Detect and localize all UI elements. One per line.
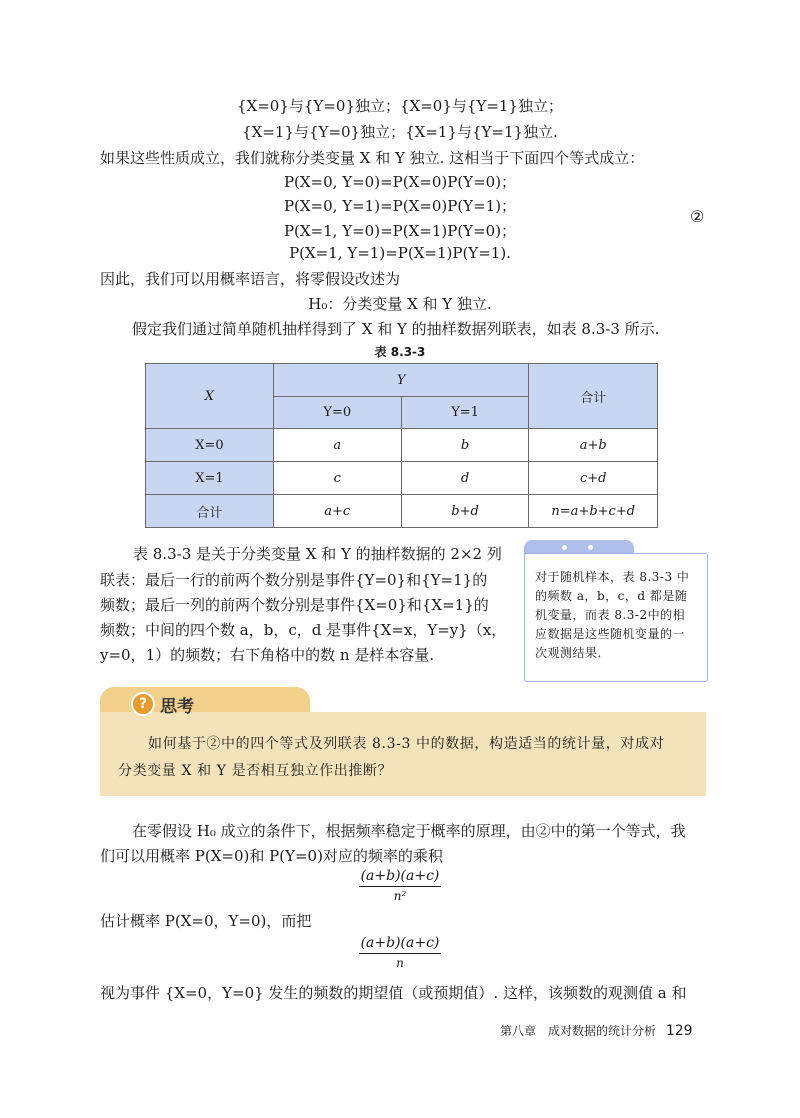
table-cell: c+d [529, 462, 658, 495]
equation-number: ② [690, 207, 705, 226]
table-cell: n=a+b+c+d [529, 495, 658, 528]
equation-4: P(X=1, Y=1)=P(X=1)P(Y=1). [289, 244, 511, 262]
page-footer [500, 1022, 693, 1039]
fraction-1 [0, 866, 800, 903]
header-x: X [146, 364, 274, 429]
side-note-text: 对于随机样本，表 8.3-3 中的频数 a，b，c，d 都是随机变量，而表 8.3-2中的相应数据是这些随机变量的一次观测结果. [535, 570, 690, 660]
table-cell: b+d [401, 495, 529, 528]
table-cell: c [273, 462, 401, 495]
row-label: X=0 [146, 429, 274, 462]
equation-1: P(X=0, Y=0)=P(X=0)P(Y=0)； [283, 173, 517, 191]
header-y: Y [273, 364, 529, 397]
contingency-table [145, 363, 658, 528]
think-title: 思考 [160, 697, 194, 717]
definition-line: 如果这些性质成立，我们就称分类变量 X 和 Y 独立. 这相当于下面四个等式成立： [100, 149, 645, 167]
think-line-2: 分类变量 X 和 Y 是否相互独立作出推断？ [118, 763, 393, 779]
null-hypothesis: H₀：分类变量 X 和 Y 独立. [308, 295, 492, 313]
body-line: 在零假设 H₀ 成立的条件下，根据频率稳定于概率的原理，由②中的第一个等式，我 [132, 822, 686, 840]
table-cell: a [273, 429, 401, 462]
body-line: 们可以用概率 P(X=0)和 P(Y=0)对应的频率的乘积 [100, 847, 443, 865]
think-box [100, 712, 706, 796]
fraction-2-denominator: n [396, 956, 404, 970]
paragraph-line: 频数；最后一列的前两个数分别是事件{X=0}和{X=1}的 [100, 596, 489, 614]
think-line-1: 如何基于②中的四个等式及列联表 8.3-3 中的数据，构造适当的统计量，对成对 [148, 736, 665, 752]
table-cell: d [401, 462, 529, 495]
body-line: 估计概率 P(X=0，Y=0)，而把 [100, 912, 312, 930]
equation-2: P(X=0, Y=1)=P(X=0)P(Y=1)； [283, 197, 517, 215]
paragraph-line: 频数；中间的四个数 a，b，c，d 是事件{X=x，Y=y}（x， [100, 621, 507, 639]
fraction-1-numerator: (a+b)(a+c) [359, 868, 442, 887]
row-label: X=1 [146, 462, 274, 495]
table-title: 表 8.3-3 [374, 345, 426, 359]
independence-line-2: {X=1}与{Y=0}独立；{X=1}与{Y=1}独立. [242, 123, 558, 141]
table-cell: a+c [273, 495, 401, 528]
fraction-2 [0, 933, 800, 970]
row-label: 合计 [146, 495, 274, 528]
header-total: 合计 [529, 364, 658, 429]
hypothesis-intro: 因此，我们可以用概率语言，将零假设改述为 [100, 270, 401, 288]
question-icon: ? [131, 692, 155, 716]
header-y1: Y=1 [401, 397, 529, 429]
table-cell: b [401, 429, 529, 462]
fraction-2-numerator: (a+b)(a+c) [359, 935, 442, 954]
table-intro: 假定我们通过简单随机抽样得到了 X 和 Y 的抽样数据列联表，如表 8.3-3 所示. [132, 320, 660, 338]
independence-line-1: {X=0}与{Y=0}独立；{X=0}与{Y=1}独立； [237, 97, 563, 115]
paragraph-line: 表 8.3-3 是关于分类变量 X 和 Y 的抽样数据的 2×2 列 [133, 545, 502, 563]
paragraph-line: y=0，1）的频数；右下角格中的数 n 是样本容量. [100, 646, 435, 664]
page-number: 129 [665, 1023, 693, 1039]
equation-3: P(X=1, Y=0)=P(X=1)P(Y=0)； [283, 222, 517, 240]
body-line: 视为事件 {X=0，Y=0} 发生的频数的期望值（或预期值）. 这样，该频数的观测值 a 和 [100, 984, 687, 1002]
fraction-1-denominator: n² [393, 889, 407, 903]
paragraph-line: 联表：最后一行的前两个数分别是事件{Y=0}和{Y=1}的 [100, 571, 488, 589]
table-cell: a+b [529, 429, 658, 462]
header-y0: Y=0 [273, 397, 401, 429]
chapter-title: 第八章 成对数据的统计分析 [500, 1024, 657, 1038]
